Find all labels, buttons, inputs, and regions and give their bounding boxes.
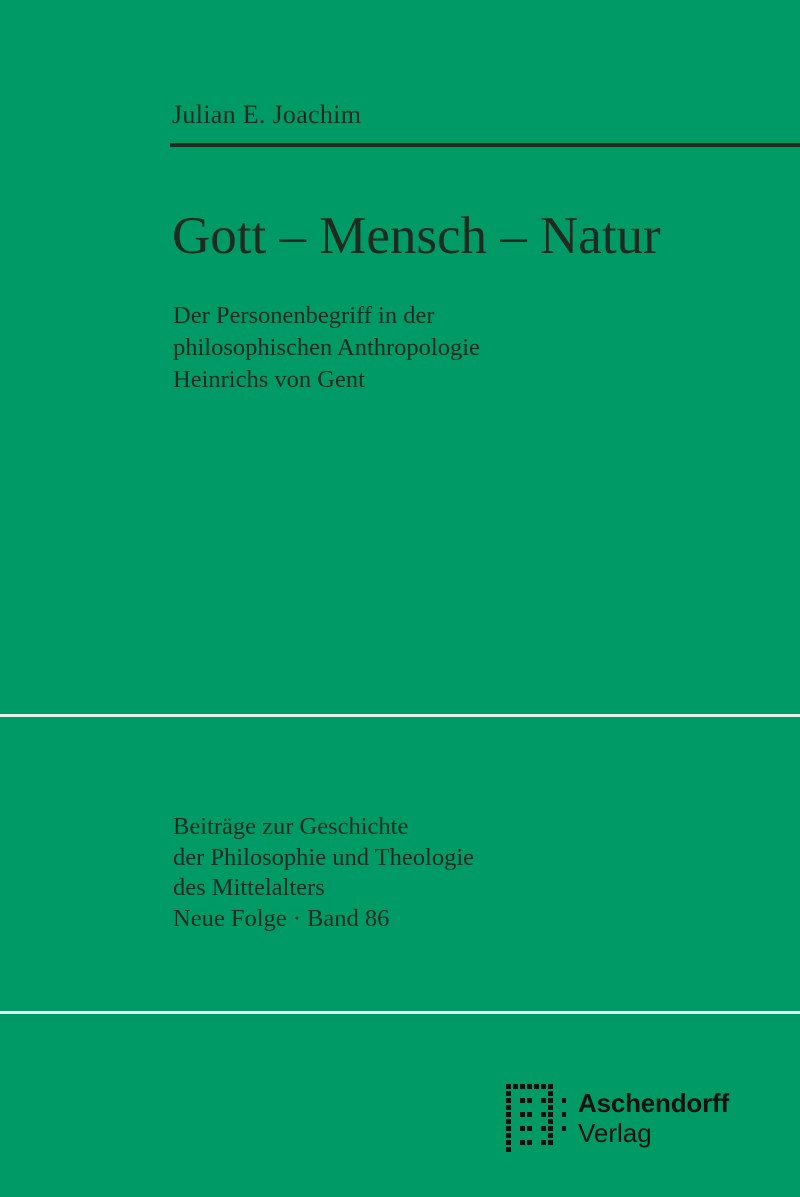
top-divider xyxy=(170,143,800,147)
series-line: Neue Folge · Band 86 xyxy=(173,904,390,932)
subtitle-line: philosophischen Anthropologie xyxy=(173,334,480,361)
publisher-logo xyxy=(506,1084,776,1156)
series-line: Beiträge zur Geschichte xyxy=(173,813,409,840)
publisher-imprint: Verlag xyxy=(578,1118,652,1148)
series-line: des Mittelalters xyxy=(173,874,325,901)
subtitle-line: Heinrichs von Gent xyxy=(173,366,365,393)
subtitle-line: Der Personenbegriff in der xyxy=(173,302,435,329)
book-subtitle xyxy=(173,300,480,396)
middle-divider xyxy=(0,714,800,717)
series-line: der Philosophie und Theologie xyxy=(173,843,474,871)
author-name: Julian E. Joachim xyxy=(172,100,362,129)
publisher-wordmark xyxy=(578,1088,729,1148)
lower-divider xyxy=(0,1011,800,1014)
publisher-name: Aschendorff xyxy=(578,1088,729,1118)
series-info xyxy=(173,812,474,934)
book-title: Gott – Mensch – Natur xyxy=(172,207,661,265)
aschendorff-logo-icon xyxy=(506,1084,566,1156)
